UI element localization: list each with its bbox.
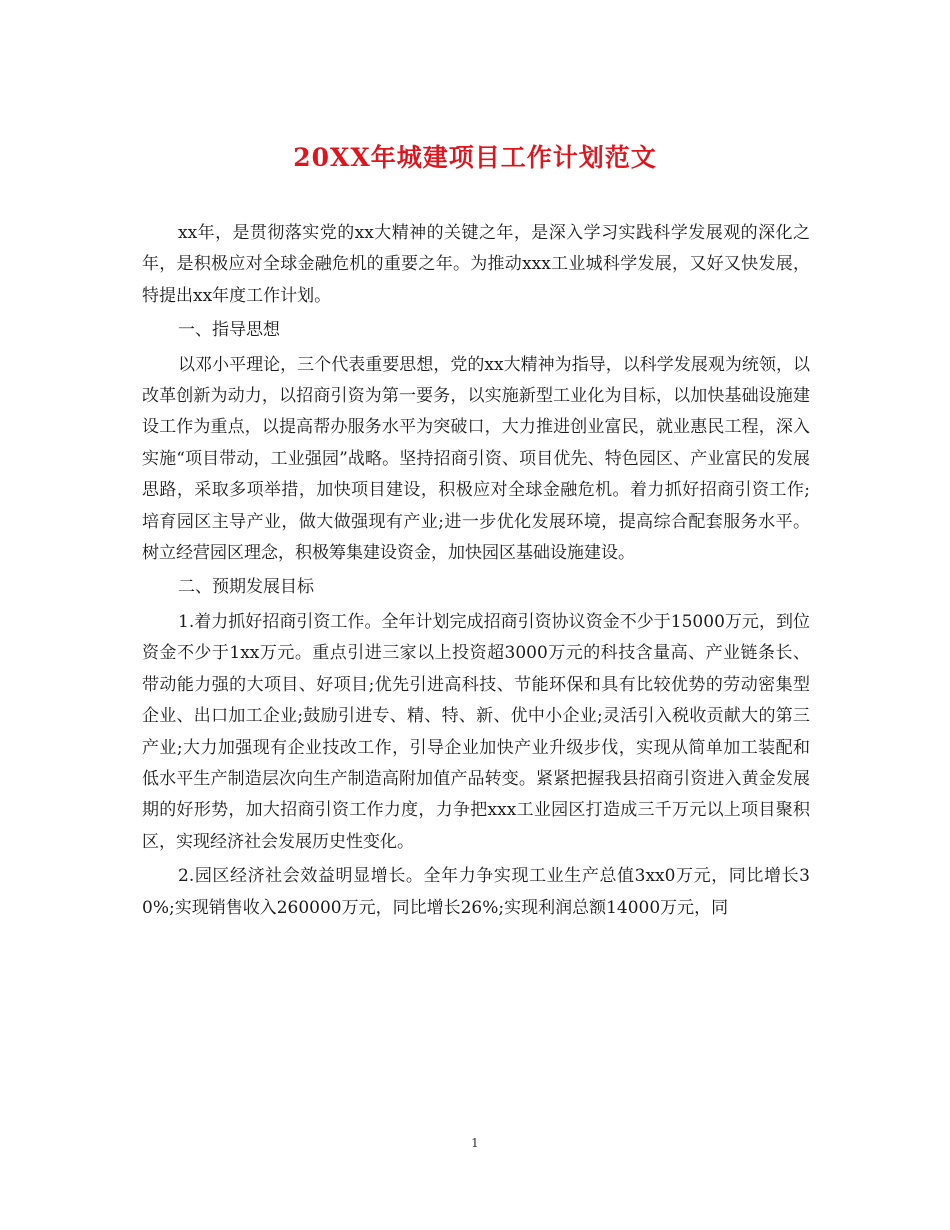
page-number: 1 [471, 1136, 479, 1150]
document-body [142, 218, 810, 924]
document-title: 20XX年城建项目工作计划范文 [293, 143, 657, 172]
intro-paragraph: xx年，是贯彻落实党的xx大精神的关键之年，是深入学习实践科学发展观的深化之年，是积极应对全球金融危机的重要之年。为推动xxx工业城科学发展，又好又快发展，特提出xx年度工作计划。 [142, 223, 810, 306]
goal-2-paragraph: 2.园区经济社会效益明显增长。全年力争实现工业生产总值3xx0万元，同比增长30%;实现销售收入260000万元，同比增长26%;实现利润总额14000万元，同 [142, 866, 810, 918]
goal-1-paragraph: 1.着力抓好招商引资工作。全年计划完成招商引资协议资金不少于15000万元，到位资金不少于1xx万元。重点引进三家以上投资超3000万元的科技含量高、产业链条长、带动能力强的大项目、好项目;优先引进高科技、节能环保和具有比较优势的劳动密集型企业、出口加工企业;鼓励引进专、精、特、新、优中小企业;灵活引入税收贡献大的第三产业;大力加强现有企业技改工作，引导企业加快产业升级步伐，实现从简单加工装配和低水平生产制造层次向生产制造高附加值产品转变。紧紧把握我县招商引资进入黄金发展期的好形势，加大招商引资工作力度，力争把xxx工业园区打造成三千万元以上项目聚积区，实现经济社会发展历史性变化。 [142, 611, 810, 852]
section-heading-guiding-ideology: 一、指导思想 [178, 320, 280, 341]
section-heading-expected-goals: 二、预期发展目标 [178, 577, 314, 598]
guiding-ideology-paragraph: 以邓小平理论，三个代表重要思想，党的xx大精神为指导，以科学发展观为统领，以改革创新为动力，以招商引资为第一要务，以实施新型工业化为目标，以加快基础设施建设工作为重点，以提高帮办服务水平为突破口，大力推进创业富民，就业惠民工程，深入实施“项目带动，工业强园”战略。坚持招商引资、项目优先、特色园区、产业富民的发展思路，采取多项举措，加快项目建设，积极应对全球金融危机。着力抓好招商引资工作;培育园区主导产业，做大做强现有产业;进一步优化发展环境，提高综合配套服务水平。树立经营园区理念，积极筹集建设资金，加快园区基础设施建设。 [142, 354, 810, 564]
